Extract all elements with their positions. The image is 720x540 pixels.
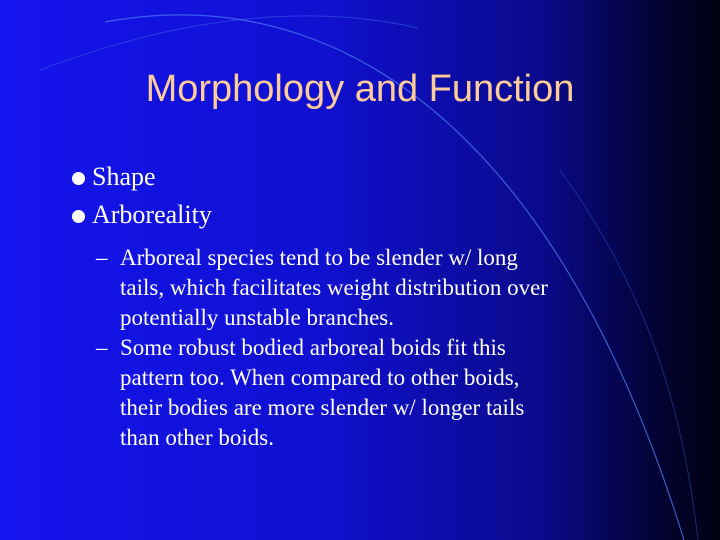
bullet-text: Arboreality [92,200,212,229]
slide-title: Morphology and Function [145,68,575,110]
bullet-item [72,196,672,234]
bullet-list [72,158,672,234]
bullet-item [72,158,672,196]
sub-bullet-text: Some robust bodied arboreal boids fit this pattern too. When compared to other boids, their bodies are more slender w/ longer tails than other boids. [120,335,525,450]
sub-bullet-text: Arboreal species tend to be slender w/ long tails, which facilitates weight distribution over potentially unstable branches. [120,245,548,330]
bullet-dot-icon [72,210,85,223]
sub-bullet-item [96,333,660,453]
bullet-text: Shape [92,162,156,191]
bullet-dot-icon [72,172,85,185]
sub-bullet-item [96,243,660,333]
sub-bullet-list [96,243,660,453]
sub-bullet-marker: – [96,245,108,270]
sub-bullet-marker: – [96,335,108,360]
